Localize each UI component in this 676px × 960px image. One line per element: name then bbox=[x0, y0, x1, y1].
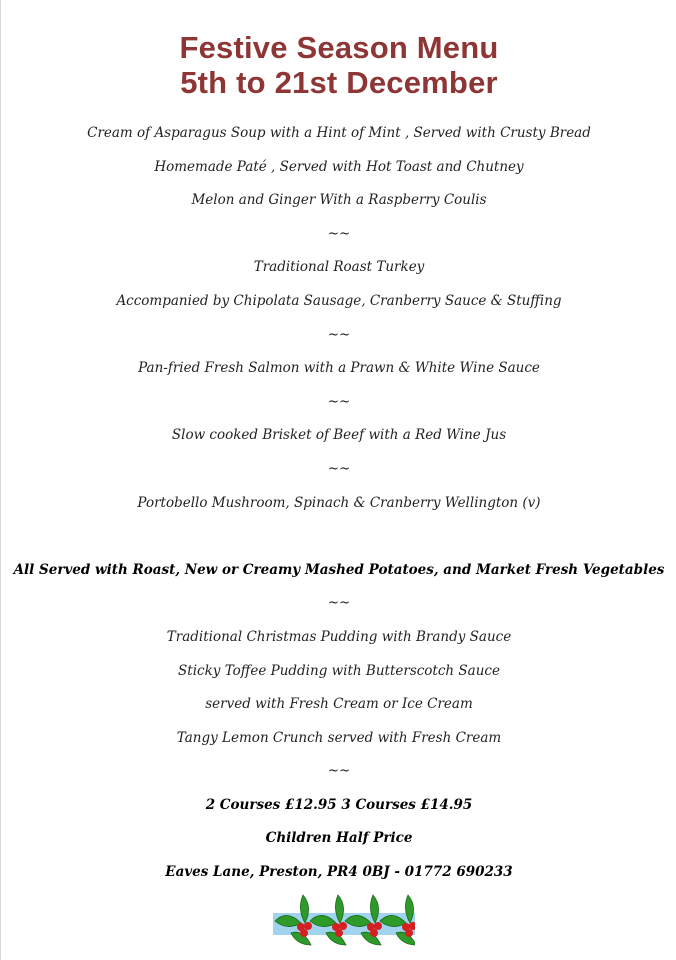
holly-decoration-icon bbox=[273, 893, 415, 947]
holly-sprig-icon bbox=[345, 895, 382, 945]
menu-line: Children Half Price bbox=[265, 830, 413, 847]
section-divider: ~~ bbox=[327, 393, 351, 410]
menu-line: 2 Courses £12.95 3 Courses £14.95 bbox=[205, 796, 473, 813]
holly-sprig-icon bbox=[310, 895, 347, 945]
menu-line: Eaves Lane, Preston, PR4 0BJ - 01772 690233 bbox=[165, 864, 513, 881]
section-divider: ~~ bbox=[327, 595, 351, 612]
holly-sprig-icon bbox=[275, 895, 312, 945]
menu-line: All Served with Roast, New or Creamy Mashed Potatoes, and Market Fresh Vegetables bbox=[13, 561, 665, 578]
menu-line: Tangy Lemon Crunch served with Fresh Cream bbox=[176, 729, 502, 746]
menu-dates: 5th to 21st December bbox=[180, 65, 498, 100]
menu-line: Traditional Roast Turkey bbox=[253, 259, 425, 276]
menu-body bbox=[1, 117, 676, 890]
section-divider: ~~ bbox=[327, 763, 351, 780]
holly-sprig-icon bbox=[380, 895, 415, 945]
section-divider: ~~ bbox=[327, 460, 351, 477]
menu-line: Accompanied by Chipolata Sausage, Cranberry Sauce & Stuffing bbox=[116, 292, 562, 309]
menu-line: Portobello Mushroom, Spinach & Cranberry Wellington (v) bbox=[137, 494, 541, 511]
menu-line: Cream of Asparagus Soup with a Hint of Mint , Served with Crusty Bread bbox=[87, 125, 591, 141]
menu-title: Festive Season Menu bbox=[179, 30, 499, 65]
menu-line: served with Fresh Cream or Ice Cream bbox=[205, 696, 473, 713]
menu-line: Melon and Ginger With a Raspberry Coulis bbox=[191, 192, 487, 209]
menu-line: Homemade Paté , Served with Hot Toast and Chutney bbox=[154, 158, 524, 175]
section-divider: ~~ bbox=[327, 326, 351, 343]
spacer bbox=[1, 520, 676, 554]
section-divider: ~~ bbox=[327, 225, 351, 242]
menu-line: Traditional Christmas Pudding with Brandy Sauce bbox=[166, 628, 512, 645]
menu-line: Pan-fried Fresh Salmon with a Prawn & White Wine Sauce bbox=[138, 360, 540, 377]
menu-line: Slow cooked Brisket of Beef with a Red Wine Jus bbox=[171, 427, 507, 444]
menu-line: Sticky Toffee Pudding with Butterscotch Sauce bbox=[178, 662, 500, 679]
